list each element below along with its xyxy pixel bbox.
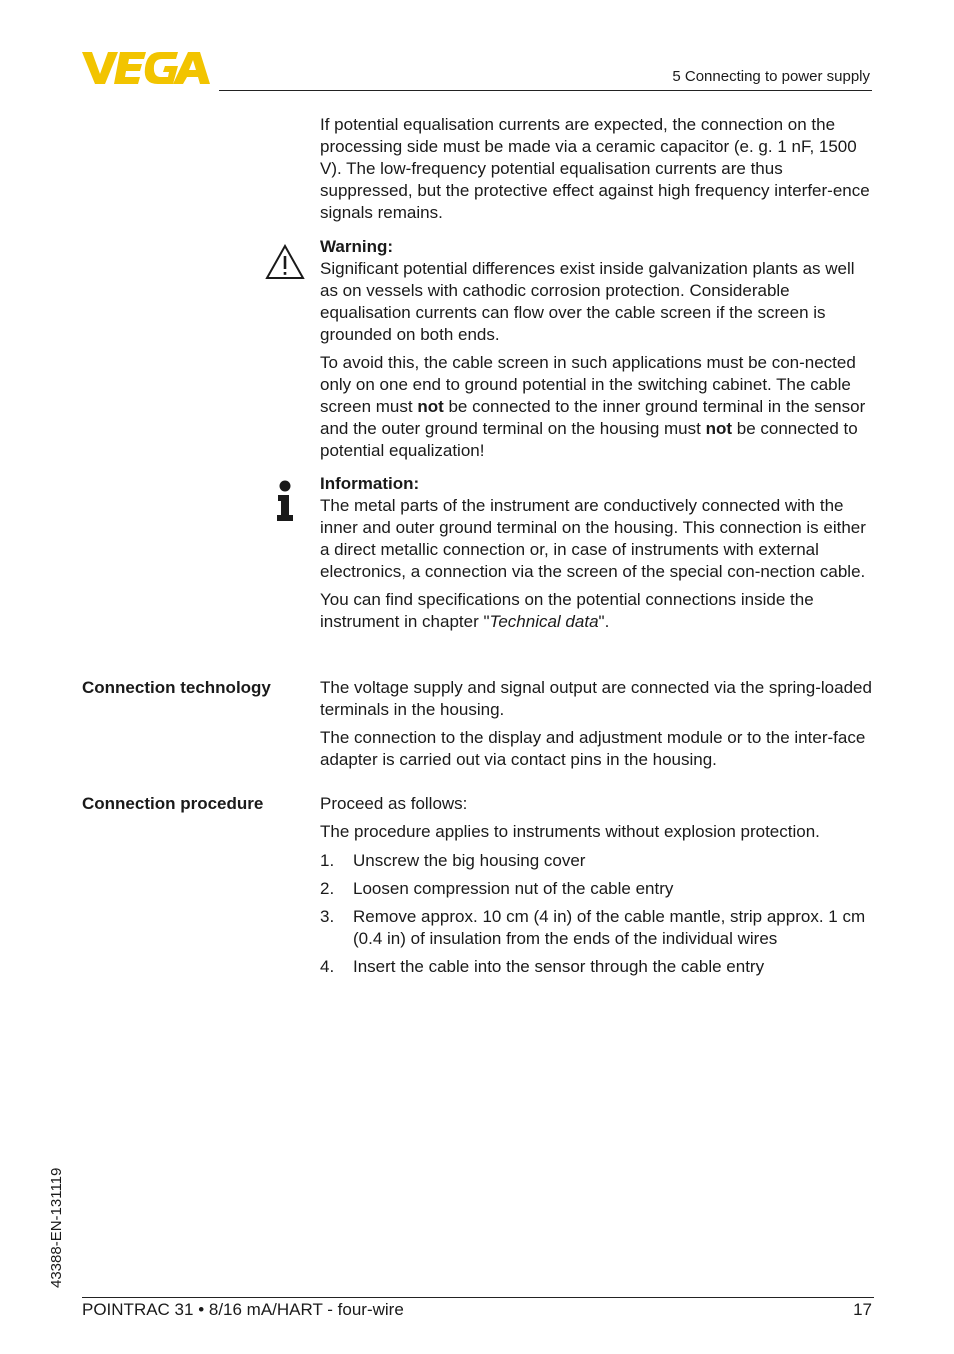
information-paragraph-1: The metal parts of the instrument are conductively connected with the inner and outer ground terminal on the housing. This connection is either a direct metallic connection or, in case of instruments with external electronics, a connection via the screen of the special con-nection cable. — [320, 496, 866, 581]
procedure-scope: The procedure applies to instruments without explosion protection. — [320, 822, 820, 841]
step-number: 2. — [320, 879, 335, 898]
connection-technology-block — [320, 677, 874, 771]
step-text: Loosen compression nut of the cable entry — [353, 879, 674, 898]
warning-paragraph-2: To avoid this, the cable screen in such applications must be con-nected only on one end to ground potential in the switching cabinet. The cable screen must not be connected to the inner ground terminal in the sensor and the outer ground terminal on the housing must not be connected to potential equalization! — [320, 353, 866, 460]
information-heading: Information: — [320, 474, 420, 493]
document-code: 43388-EN-131119 — [48, 1167, 65, 1288]
intro-paragraph: If potential equalisation currents are expected, the connection on the processing side must be made via a ceramic capacitor (e. g. 1 nF, 1500 V). The low-frequency potential equalisation currents are thus suppressed, but the protective effect against high frequency interfer-ence signals remains. — [320, 115, 870, 222]
step-number: 3. — [320, 907, 335, 926]
information-block — [320, 473, 874, 633]
step-text: Remove approx. 10 cm (4 in) of the cable mantle, strip approx. 1 cm (0.4 in) of insulation from the ends of the individual wires — [353, 907, 866, 948]
footer-divider — [82, 1297, 874, 1298]
list-item — [320, 878, 874, 900]
list-item — [320, 956, 874, 978]
list-item — [320, 906, 874, 950]
warning-block — [320, 236, 874, 462]
connection-procedure-block — [320, 793, 874, 978]
procedure-intro: Proceed as follows: — [320, 794, 468, 813]
connection-technology-paragraph-1: The voltage supply and signal output are connected via the spring-loaded terminals in the housing. — [320, 678, 872, 719]
connection-procedure-label: Connection procedure — [82, 794, 264, 813]
information-paragraph-2: You can find specifications on the potential connections inside the instrument in chapter "Technical data". — [320, 590, 814, 631]
warning-triangle-icon — [265, 244, 305, 280]
page-number: 17 — [853, 1300, 872, 1319]
warning-paragraph-1: Significant potential differences exist inside galvanization plants as well as on vessels with cathodic corrosion protection. Considerable equalisation currents can flow over the cable screen if the screen is grounded on both ends. — [320, 259, 855, 344]
info-icon — [275, 480, 295, 522]
step-number: 1. — [320, 851, 335, 870]
vega-logo — [82, 52, 212, 84]
header-divider — [219, 90, 872, 91]
footer-product: POINTRAC 31 • 8/16 mA/HART - four-wire — [82, 1300, 404, 1319]
list-item — [320, 850, 874, 872]
step-text: Unscrew the big housing cover — [353, 851, 586, 870]
connection-technology-label: Connection technology — [82, 678, 271, 697]
step-text: Insert the cable into the sensor through the cable entry — [353, 957, 765, 976]
connection-technology-paragraph-2: The connection to the display and adjustment module or to the inter-face adapter is carried out via contact pins in the housing. — [320, 728, 866, 769]
section-title: 5 Connecting to power supply — [672, 68, 870, 85]
intro-block — [320, 114, 874, 224]
step-number: 4. — [320, 957, 335, 976]
warning-heading: Warning: — [320, 237, 394, 256]
